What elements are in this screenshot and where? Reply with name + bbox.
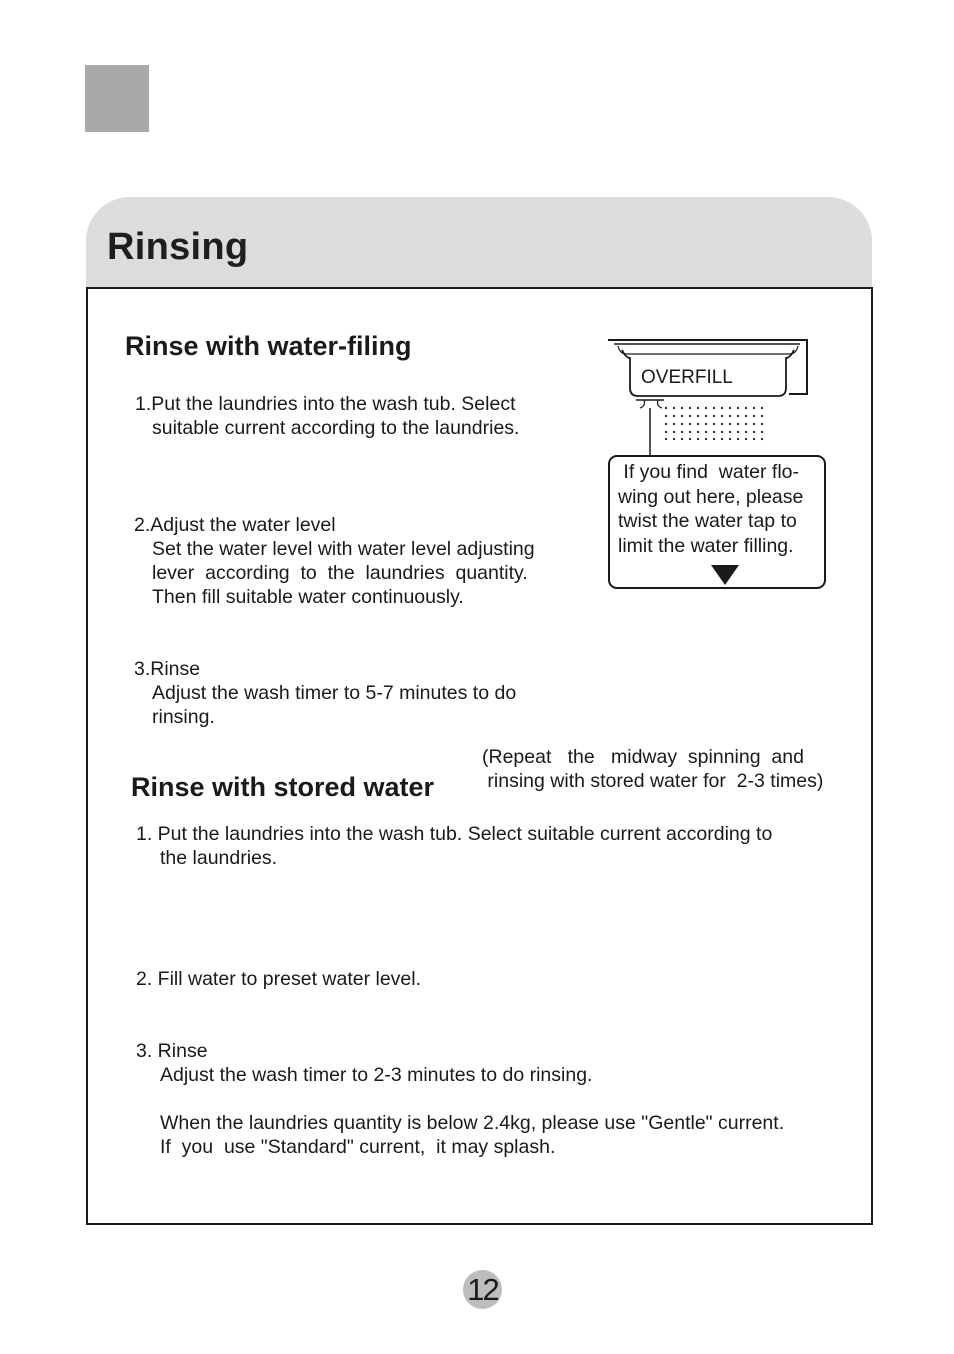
corner-marker [85, 65, 149, 132]
repeat-note-line2: rinsing with stored water for 2-3 times) [482, 770, 824, 792]
water-filing-step3-title: 3.Rinse [134, 658, 201, 680]
overfill-note-line2: wing out here, please [618, 485, 804, 508]
water-filing-step1-line2: suitable current according to the laundries. [152, 417, 520, 439]
overfill-note-line4: limit the water filling. [618, 534, 794, 557]
stored-water-step3-line1: Adjust the wash timer to 2-3 minutes to do rinsing. [160, 1064, 593, 1086]
down-arrow-icon [711, 565, 739, 585]
overfill-note-line3: twist the water tap to [618, 510, 797, 532]
stored-water-note-line1: When the laundries quantity is below 2.4kg, please use "Gentle" current. [160, 1112, 785, 1134]
stored-water-step1-line1: 1. Put the laundries into the wash tub. Select suitable current according to [136, 823, 773, 845]
overfill-note-line1: If you find water flo- [618, 461, 799, 483]
page-number: 12 [467, 1272, 498, 1307]
stored-water-step1-line2: the laundries. [160, 847, 278, 869]
overfill-label: OVERFILL [641, 367, 733, 388]
water-filing-step3-line2: rinsing. [152, 706, 215, 728]
repeat-note-line1: (Repeat the midway spinning and [482, 746, 804, 768]
water-filing-step2-title: 2.Adjust the water level [134, 514, 336, 536]
section-title: Rinsing [107, 226, 249, 268]
stored-water-step2-line1: 2. Fill water to preset water level. [136, 968, 422, 990]
stored-water-note-line2: If you use "Standard" current, it may splash. [160, 1136, 556, 1158]
water-filing-step2-line1: Set the water level with water level adjusting [152, 538, 535, 560]
water-filing-step2-line2: lever according to the laundries quantity. [152, 562, 528, 584]
water-filing-step2-line3: Then fill suitable water continuously. [152, 586, 464, 608]
water-filing-step3-line1: Adjust the wash timer to 5-7 minutes to do [152, 682, 517, 704]
overfill-note [618, 460, 828, 558]
water-filing-step1-line1: 1.Put the laundries into the wash tub. Select [135, 393, 516, 415]
stored-water-heading: Rinse with stored water [131, 772, 435, 802]
water-filing-heading: Rinse with water-filing [125, 331, 412, 361]
stored-water-step3-title: 3. Rinse [136, 1040, 208, 1062]
